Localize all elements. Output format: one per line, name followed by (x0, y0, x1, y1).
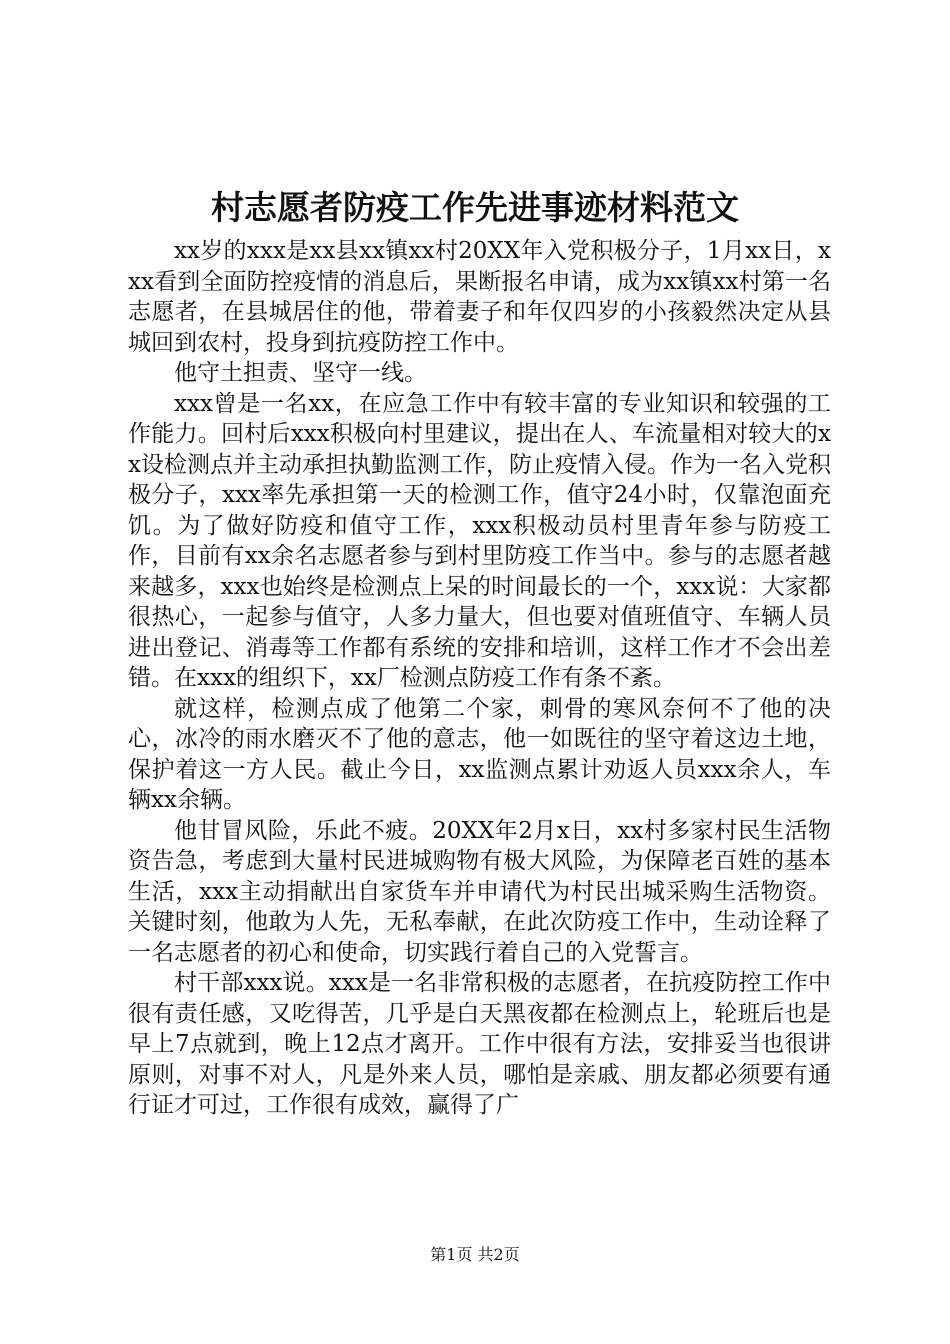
page-title: 村志愿者防疫工作先进事迹材料范文 (211, 188, 739, 227)
document-body (128, 236, 831, 1121)
paragraph-6: 村干部xxx说。xxx是一名非常积极的志愿者，在抗疫防控工作中很有责任感，又吃得苦，几乎是白天黑夜都在检测点上，轮班后也是早上7点就到，晚上12点才离开。工作中很有方法，安排妥当也很讲原则，对事不对人，凡是外来人员，哪怕是亲戚、朋友都必须要有通行证才可过，工作很有成效，赢得了广 (128, 970, 831, 1118)
paragraph-1: xx岁的xxx是xx县xx镇xx村20XX年入党积极分子，1月xx日，xxx看到全面防控疫情的消息后，果断报名申请，成为xx镇xx村第一名志愿者，在县城居住的他，带着妻子和年仅四岁的小孩毅然决定从县城回到农村，投身到抗疫防控工作中。 (128, 238, 831, 356)
paragraph-3: xxx曾是一名xx，在应急工作中有较丰富的专业知识和较强的工作能力。回村后xxx积极向村里建议，提出在人、车流量相对较大的xx设检测点并主动承担执勤监测工作，防止疫情入侵。作为一名入党积极分子，xxx率先承担第一天的检测工作，值守24小时，仅靠泡面充饥。为了做好防疫和值守工作，xxx积极动员村里青年参与防疫工作，目前有xx余名志愿者参与到村里防疫工作当中。参与的志愿者越来越多，xxx也始终是检测点上呆的时间最长的一个，xxx说：大家都很热心，一起参与值守，人多力量大，但也要对值班值守、车辆人员进出登记、消毒等工作都有系统的安排和培训，这样工作才不会出差错。在xxx的组织下，xx厂检测点防疫工作有条不紊。 (128, 390, 831, 691)
paragraph-4: 就这样，检测点成了他第二个家，刺骨的寒风奈何不了他的决心，冰冷的雨水磨灭不了他的意志，他一如既往的坚守着这边土地，保护着这一方人民。截止今日，xx监测点累计劝返人员xxx余人，车辆xx余辆。 (128, 695, 831, 813)
page-footer: 第1页 共2页 (430, 1245, 520, 1264)
paragraph-2: 他守土担责、坚守一线。 (174, 360, 427, 386)
paragraph-5: 他甘冒风险，乐此不疲。20XX年2月x日，xx村多家村民生活物资告急，考虑到大量村民进城购物有极大风险，为保障老百姓的基本生活，xxx主动捐献出自家货车并申请代为村民出城采购生活物资。关键时刻，他敢为人先，无私奉献，在此次防疫工作中，生动诠释了一名志愿者的初心和使命，切实践行着自己的入党誓言。 (128, 817, 831, 966)
